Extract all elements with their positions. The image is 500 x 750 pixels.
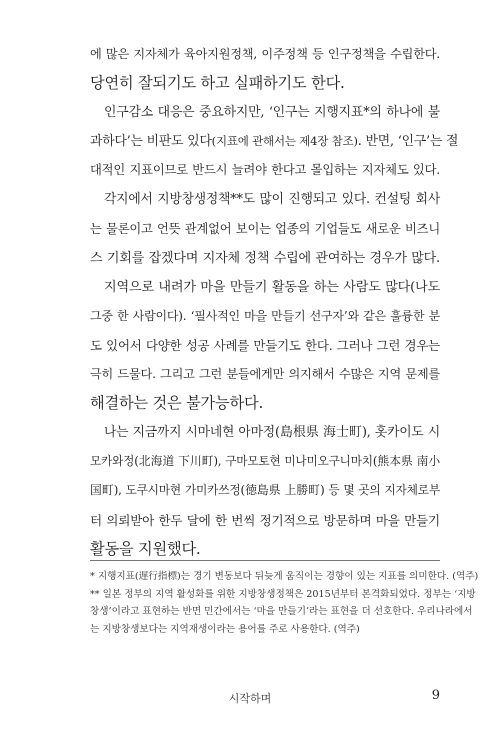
line-text: 터 의뢰받아 한두 달에 한 번씩 정기적으로 방문하며 마을 만들기 bbox=[90, 512, 440, 528]
line-text: 지역으로 내려가 마을 만들기 활동을 하는 사람도 많다(나도 bbox=[104, 279, 440, 295]
footnote-line: ** 일본 정부의 지역 활성화를 위한 지방창생정책은 2015년부터 본격화되었다. 정부는 ‘지방 bbox=[90, 588, 476, 600]
footnote-line: 는 지방창생보다는 지역재생이라는 용어를 주로 사용한다. (역주) bbox=[90, 623, 360, 635]
text-line bbox=[90, 185, 440, 214]
text-line bbox=[90, 127, 459, 156]
text-line bbox=[90, 98, 440, 127]
text-line bbox=[90, 360, 440, 389]
text-line bbox=[90, 273, 440, 302]
line-text: 대적인 지표이므로 반드시 늘려야 한다고 몰입하는 지자체도 있다. bbox=[90, 163, 440, 178]
footnote-divider bbox=[90, 560, 440, 561]
text-line bbox=[90, 302, 440, 331]
line-text: . 반면, ‘인구’는 절 bbox=[357, 134, 459, 150]
line-text: 는 물론이고 언뜻 관계없어 보이는 업종의 기업들도 새로운 비즈니 bbox=[90, 221, 440, 236]
text-line bbox=[90, 331, 440, 360]
text-line bbox=[90, 476, 440, 505]
line-text: 극히 드물다. 그리고 그런 분들에게만 의지해서 수많은 지역 문제를 bbox=[90, 367, 440, 382]
line-text: 인구감소 대응은 중요하지만, ‘인구는 지행지표*의 하나에 불 bbox=[104, 105, 440, 121]
text-line bbox=[90, 69, 440, 98]
body-text bbox=[90, 40, 459, 564]
line-text: 에 많은 지자체가 육아지원정책, 이주정책 등 인구정책을 수립한다. bbox=[90, 47, 440, 61]
line-text: 당연히 잘되기도 하고 실패하기도 한다. bbox=[90, 74, 345, 93]
line-text: 도 있어서 다양한 성공 사례를 만들기도 한다. 그러나 그런 경우는 bbox=[90, 337, 440, 353]
text-line bbox=[90, 389, 440, 418]
line-note: (지표에 관해서는 제4장 참조) bbox=[211, 134, 358, 149]
line-text: 활동을 지원했다. bbox=[90, 539, 201, 558]
text-line bbox=[90, 418, 440, 447]
footnote-line: 창생’이라고 표현하는 반면 민간에서는 ‘마을 만들기’라는 표현을 더 선호한다. 우리나라에서 bbox=[90, 606, 473, 617]
line-text: 모카와정(北海道 下川町), 구마모토현 미나미오구니마치(熊本県 南小 bbox=[90, 454, 440, 469]
text-line bbox=[90, 506, 440, 535]
page-number: 9 bbox=[431, 688, 440, 703]
text-line bbox=[90, 156, 440, 185]
footnotes bbox=[90, 568, 479, 638]
running-footer: 시작하며 bbox=[228, 692, 272, 705]
text-line bbox=[90, 215, 440, 244]
line-text: 그중 한 사람이다). ‘필사적인 마을 만들기 선구자’와 같은 훌륭한 분 bbox=[90, 308, 440, 323]
text-line bbox=[90, 244, 440, 273]
line-text: 해결하는 것은 불가능하다. bbox=[90, 394, 264, 413]
line-text: 스 기회를 잡겠다며 지자체 정책 수립에 관여하는 경우가 많다. bbox=[90, 250, 440, 266]
footnote-line: * 지행지표(遅行指標)는 경기 변동보다 뒤늦게 움직이는 경향이 있는 지표를 의미한다. (역주) bbox=[90, 571, 479, 582]
text-line bbox=[90, 40, 440, 69]
line-text: 과하다’는 비판도 있다 bbox=[90, 134, 212, 150]
text-line bbox=[90, 447, 440, 476]
line-text: 国町), 도쿠시마현 가미카쓰정(徳島県 上勝町) 등 몇 곳의 지자체로부 bbox=[90, 483, 440, 498]
line-text: 나는 지금까지 시마네현 아마정(島根県 海士町), 홋카이도 시 bbox=[104, 425, 440, 441]
line-text: 각지에서 지방창생정책**도 많이 진행되고 있다. 컨설팅 회사 bbox=[104, 192, 440, 208]
